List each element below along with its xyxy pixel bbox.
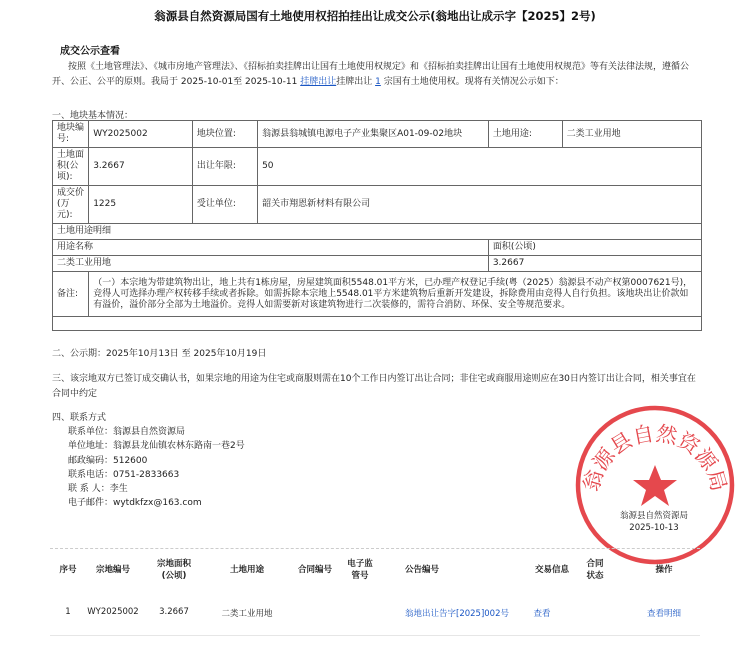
- view-trade-link[interactable]: 查看: [533, 609, 551, 619]
- notice-period: 二、公示期：2025年10月13日 至 2025年10月19日: [52, 349, 267, 359]
- term-label: 出让年限:: [192, 148, 257, 186]
- intro-text-1: 按照《土地管理法》、《城市房地产管理法》、《招标拍卖挂牌出让国有土地使用权规定》和《招标拍卖挂牌出让国有土地使用权规范》等有关法律法规，遵循公开、公正、公平的原则。我局于 2025-10-01至 2025-10-11: [52, 62, 690, 87]
- table-row: [0, 600, 750, 630]
- header-area: 宗地面积(公顷): [156, 559, 191, 581]
- contact-phone: 联系电话：0751-2833663: [68, 469, 180, 480]
- price-label: 成交价(万元):: [53, 186, 89, 224]
- count-link[interactable]: 1: [375, 77, 381, 87]
- header-action: 操作: [655, 565, 673, 575]
- intro-text-3: 宗国有土地使用权。现将有关情况公示如下：: [380, 77, 564, 87]
- row-parcel: WY2025002: [87, 607, 139, 617]
- usage-area-value: 3.2667: [488, 256, 701, 272]
- page-title: 翁源县自然资源局国有土地使用权招拍挂出让成交公示(翁地出让成示字【2025】2号): [154, 9, 596, 23]
- header-parcel: 宗地编号: [95, 565, 130, 575]
- contact-address: 单位地址：翁源县龙仙镇农林东路南一巷2号: [68, 441, 245, 452]
- row-seq: 1: [65, 607, 71, 617]
- contact-unit: 联系单位：翁源县自然资源局: [68, 427, 186, 437]
- contract-note: 三、该宗地双方已签订成交确认书，如果宗地的用途为住宅或商服则需在10个工作日内签订出让合同；非住宅或商服用途则应在30日内签订出让合同，相关事宜在合同中约定: [52, 374, 696, 399]
- section1-title: 一、地块基本情况：: [52, 111, 134, 121]
- section-heading: 成交公示查看: [60, 46, 120, 57]
- area-value: 3.2667: [89, 148, 193, 186]
- contact-block: [68, 425, 245, 511]
- remarks-value: （一）本宗地为带建筑物出让，地上共有1栋房屋，房屋建筑面积5548.01平方米，已办理产权登记手续(粤（2025）翁源县不动产权第0007621号)，竞得人可选择办理产权转移手续或者拆除。如需拆除本宗地上5548.01平方米建筑物后重新开发建设，拆除费用由竞得人自行负担。该地块出让价款如有溢价，溢价部分全部为土地溢价。竞得人如需要新对该建筑物进行二次装修的，需符合消防、环保、安全等规范要求。: [89, 272, 702, 317]
- contact-postcode: 邮政编码：512600: [68, 455, 148, 466]
- seal-date: 2025-10-13: [629, 523, 679, 533]
- table-spacer-row: [53, 317, 702, 331]
- notice-number-link[interactable]: 翁地出让告字[2025]002号: [405, 609, 509, 619]
- area-label: 土地面积(公顷):: [53, 148, 89, 186]
- header-notice: 公告编号: [404, 565, 439, 575]
- header-seq: 序号: [59, 565, 77, 575]
- price-value: 1225: [89, 186, 193, 224]
- header-contract: 合同编号: [297, 565, 332, 575]
- seal-caption: [620, 510, 688, 534]
- divider: [50, 548, 700, 549]
- header-trade: 交易信息: [534, 565, 569, 575]
- usage-name-value: 二类工业用地: [53, 256, 489, 272]
- row-use: 二类工业用地: [221, 609, 273, 619]
- seal-star-icon: [633, 465, 677, 506]
- remarks-label: 备注:: [53, 272, 89, 317]
- row-area: 3.2667: [159, 607, 189, 617]
- location-label: 地块位置:: [192, 121, 257, 148]
- intro-paragraph: [52, 60, 702, 90]
- seal-ring-text: 翁源县自然资源局: [579, 421, 731, 494]
- list-header: [0, 556, 750, 596]
- parcel-no-label: 地块编号:: [53, 121, 89, 148]
- parcel-no-value: WY2025002: [89, 121, 193, 148]
- usage-detail-title: 土地用途明细: [53, 224, 702, 240]
- land-use-value: 二类工业用地: [562, 121, 701, 148]
- official-seal-stamp: [572, 402, 738, 568]
- listing-link[interactable]: 挂牌出让: [300, 77, 337, 87]
- list-bottom-border: [50, 635, 700, 636]
- header-contract-status: 合同状态: [586, 559, 604, 581]
- buyer-value: 韶关市翔恩新材料有限公司: [258, 186, 702, 224]
- seal-org: 翁源县自然资源局: [620, 511, 689, 521]
- view-details-link[interactable]: 查看明细: [646, 609, 681, 619]
- header-use: 土地用途: [229, 565, 264, 575]
- usage-area-header: 面积(公顷): [488, 240, 701, 256]
- buyer-label: 受让单位:: [192, 186, 257, 224]
- parcel-info-table: [52, 120, 702, 331]
- contact-section-title: 四、联系方式: [52, 413, 107, 423]
- intro-text-2: 挂牌出让: [336, 77, 376, 87]
- header-supervision: 电子监管号: [347, 559, 373, 581]
- contact-person: 联 系 人：李生: [68, 484, 128, 495]
- usage-name-header: 用途名称: [53, 240, 489, 256]
- contact-email: 电子邮件：wytdkfzx@163.com: [68, 498, 202, 509]
- location-value: 翁源县翁城镇电源电子产业集聚区A01-09-02地块: [258, 121, 489, 148]
- land-use-label: 土地用途:: [488, 121, 562, 148]
- term-value: 50: [258, 148, 702, 186]
